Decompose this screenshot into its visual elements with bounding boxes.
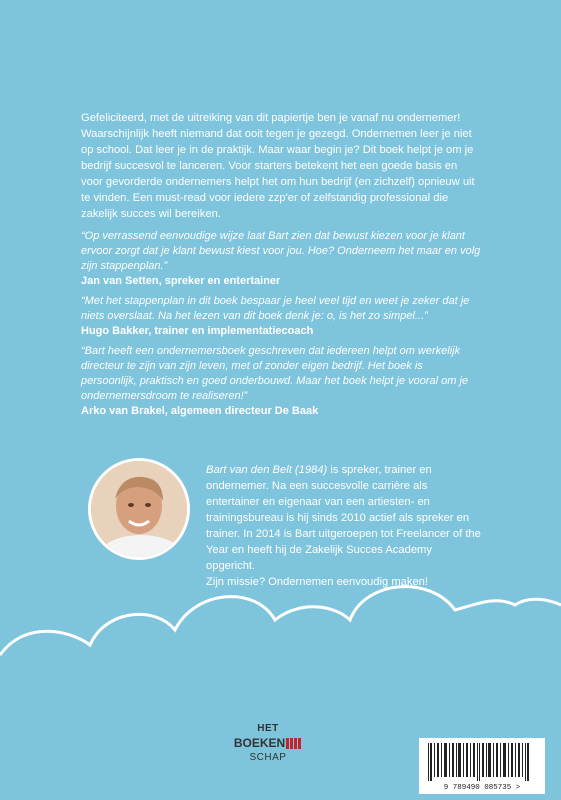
quote-2 xyxy=(81,294,481,339)
quote-text: “Op verrassend eenvoudige wijze laat Bart zien dat bewust kiezen voor je klant ervoor zorgt dat je klant bewust kiest voor jou. Hoe? Onderneem het maar en volg zijn stappenplan.” xyxy=(81,230,481,272)
quote-text: “Bart heeft een ondernemersboek geschreven dat iedereen helpt om werkelijk directeur te zijn van zijn leven, met of zonder eigen bedrijf. Het boek is persoonlijk, praktisch en goed onderbouwd. Maar het boek helpt je vooral om je ondernemersdroom te realiseren!” xyxy=(81,345,469,402)
quote-author: Arko van Brakel, algemeen directeur De Baak xyxy=(81,405,319,417)
author-photo xyxy=(88,458,190,560)
quote-author: Hugo Bakker, trainer en implementatiecoach xyxy=(81,325,314,337)
barcode-icon xyxy=(420,739,544,781)
quote-author: Jan van Setten, spreker en entertainer xyxy=(81,275,281,287)
isbn-number: 9 789490 085735 > xyxy=(443,784,521,792)
quote-3 xyxy=(81,344,481,419)
bio-closing: Zijn missie? Ondernemen eenvoudig maken! xyxy=(206,576,429,588)
isbn-barcode xyxy=(419,738,545,794)
quote-1 xyxy=(81,229,481,289)
quote-text: “Met het stappenplan in dit boek bespaar je heel veel tijd en weet je zeker dat je niets overslaat. Na het lezen van dit boek denk je: o, is het zo simpel...” xyxy=(81,295,470,322)
blurb-text: Gefeliciteerd, met de uitreiking van dit papiertje ben je vanaf nu ondernemer! Waarschijnlijk heeft niemand dat ooit tegen je gezegd. Ondernemen leer je niet op school. Dat leer je in de praktijk. Maar waar begin je? Dit boek helpt je om je bedrijf succesvol te lanceren. Voor starters betekent het een goede basis en voor gevorderde ondernemers helpt het om hun bedrijf (en zichzelf) opnieuw uit te vinden. Een must-read voor iedere zzp'er of zelfstandig professional die zakelijk succes wil bereiken. xyxy=(81,112,475,220)
publisher-logo xyxy=(228,723,308,773)
bio-text: is spreker, trainer en ondernemer. Na een succesvolle carrière als entertainer en eigenaar van een artiesten- en trainingsbureau is hij sinds 2010 actief als spreker en trainer. In 2014 is Bart uitgeroepen tot Freelancer of the Year en heeft hij de Zakelijk Succes Academy opgericht. xyxy=(206,464,481,572)
author-name: Bart van den Belt (1984) xyxy=(206,464,328,476)
publisher-flag-icon xyxy=(286,738,302,749)
publisher-line1: HET xyxy=(257,723,279,734)
publisher-line2: BOEKEN xyxy=(233,736,286,750)
publisher-line3: SCHAP xyxy=(249,752,287,763)
